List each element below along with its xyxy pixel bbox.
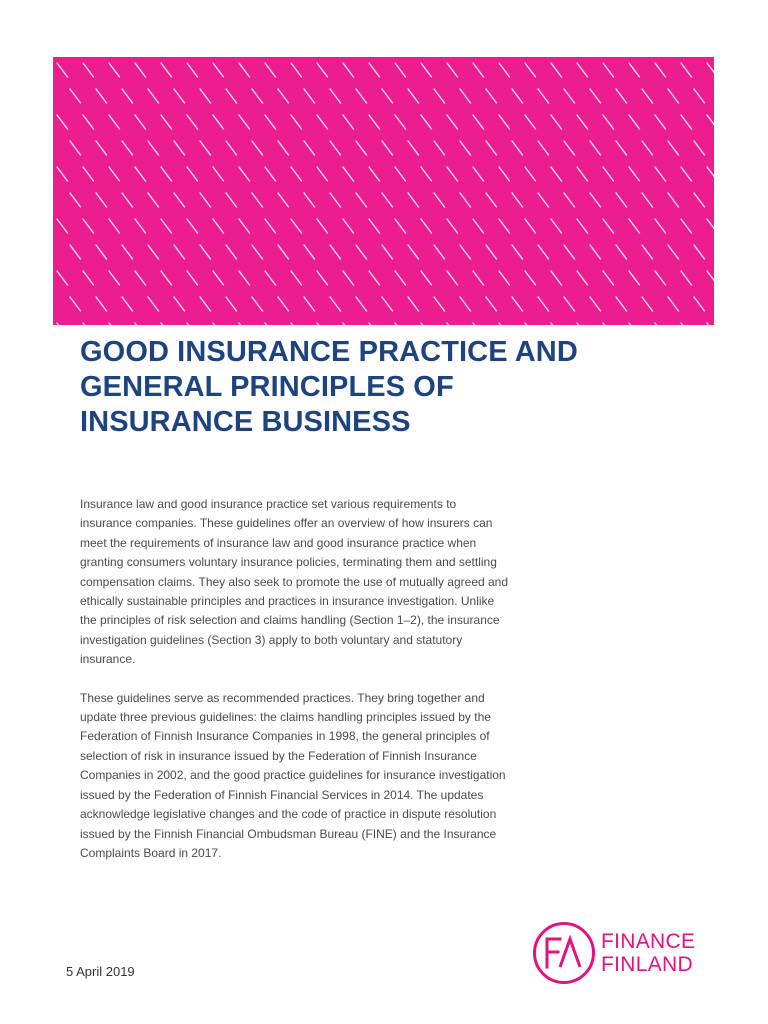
logo-word-finance: FINANCE (601, 930, 696, 953)
guidelines-paragraph: These guidelines serve as recommended practices. They bring together and update three previous guidelines: the claims handling principles issued by the Federation of Finnish Insurance Companies in 1998, the general principles of selection of risk in insurance issued by the Federation of Finnish Insurance Companies in 2002, and the good practice guidelines for insurance investigation issued by the Federation of Finnish Financial Services in 2014. The updates acknowledge legislative changes and the code of practice in dispute resolution issued by the Finnish Financial Ombudsman Bureau (FINE) and the Insurance Complaints Board in 2017. (80, 690, 506, 860)
logo-wordmark (601, 930, 695, 976)
finance-finland-fa-icon (532, 921, 596, 985)
hero-banner (53, 57, 714, 325)
document-title-line-2: GENERAL PRINCIPLES OF (80, 371, 454, 403)
body-text (80, 495, 510, 863)
document-title-line-3: INSURANCE BUSINESS (80, 406, 411, 438)
document-title (80, 335, 700, 440)
diagonal-dash-pattern-icon (53, 57, 714, 325)
finance-finland-logo (532, 921, 722, 985)
document-title-line-1: GOOD INSURANCE PRACTICE AND (80, 336, 578, 368)
intro-paragraph: Insurance law and good insurance practice set various requirements to insurance companies. These guidelines offer an overview of how insurers can meet the requirements of insurance law and good insurance practice when granting consumers voluntary insurance policies, terminating them and settling compensation claims. They also seek to promote the use of mutually agreed and ethically sustainable principles and practices in insurance investigation. Unlike the principles of risk selection and claims handling (Section 1–2), the insurance investigation guidelines (Section 3) apply to both voluntary and statutory insurance. (80, 497, 509, 667)
logo-word-finland: FINLAND (601, 953, 693, 976)
publication-date: 5 April 2019 (66, 964, 135, 979)
